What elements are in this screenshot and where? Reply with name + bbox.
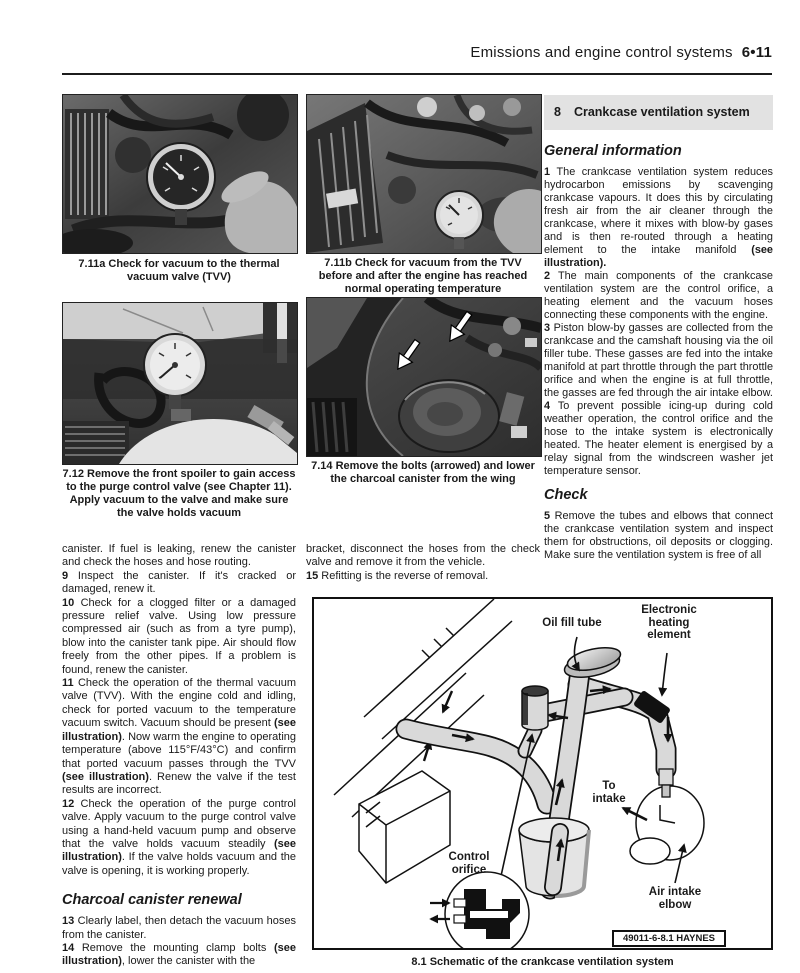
middle-column-lower bbox=[306, 543, 540, 583]
paragraph-8-continued: canister. If fuel is leaking, renew the canister and check the hoses and hose routing. bbox=[62, 543, 296, 569]
label-to-intake: To intake bbox=[592, 780, 626, 805]
label-air-intake-elbow: Air intake elbow bbox=[648, 886, 702, 911]
header-rule bbox=[62, 73, 772, 75]
paragraph-14: 14 Remove the mounting clamp bolts (see illustration), lower the canister with the bbox=[62, 941, 296, 968]
paragraph-13: 13 Clearly label, then detach the vacuum hoses from the canister. bbox=[62, 915, 297, 941]
header-page-number: 6•11 bbox=[741, 44, 772, 61]
paragraph-10: 10 Check for a clogged filter or a damaged pressure relief valve. Using low pressure compressed air (such as from a tyre pump), blow into the canister tank pipe. Air should flow freely from the other pipes. If a problem is found, renew the canister. bbox=[62, 596, 297, 676]
paragraph-14-continued: bracket, disconnect the hoses from the check valve and remove it from the vehicle. bbox=[306, 543, 540, 569]
paragraph-12: 12 Check the operation of the purge control valve. Apply vacuum to the purge control valve using a hand-held vacuum pump and observe that the valve holds vacuum steadily (see illustration). If the valve holds vacuum and the valve is opening, it is working properly. bbox=[62, 797, 296, 877]
charcoal-canister-renewal-heading: Charcoal canister renewal bbox=[62, 892, 242, 909]
paragraph-5: 5 Remove the tubes and elbows that connect the crankcase ventilation system and inspect them for obstructions, oil deposits or clogging. Make sure the ventilation system is free of all bbox=[544, 510, 773, 561]
photo-7-11a bbox=[62, 94, 298, 254]
schematic-diagram-8-1 bbox=[312, 597, 773, 950]
photo-7-14-image bbox=[307, 298, 541, 456]
photo-7-14 bbox=[306, 297, 542, 457]
paragraph-11: 11 Check the operation of the thermal vacuum valve (TVV). With the engine cold and idling, check for ported vacuum to the temperature vacuum switch. Vacuum should be present (see illustration). Now warm the engine to operating temperature (above 115°F/43°C) and confirm that ported vacuum passes through the TVV (see illustration). Renew the valve if the test results are incorrect. bbox=[62, 677, 296, 797]
left-column-lower bbox=[62, 543, 296, 969]
diagram-reference-code: 49011-6-8.1 HAYNES bbox=[612, 930, 726, 947]
diagram-caption: 8.1 Schematic of the crankcase ventilation system bbox=[411, 956, 674, 968]
section-title: Crankcase ventilation system bbox=[573, 105, 750, 119]
page-header bbox=[62, 44, 772, 61]
caption-7-12: 7.12 Remove the front spoiler to gain access to the purge control valve (see Chapter 11). Apply vacuum to the valve and make sure the valve holds vacuum bbox=[62, 468, 296, 519]
paragraph-1: 1 The crankcase ventilation system reduces hydrocarbon emissions by scavenging crankcase vapours. It does this by circulating fresh air from the air cleaner through the crankcase, where it mixes with blow-by gases and is then re-routed through a heating element to the intake manifold (see illustration). bbox=[544, 166, 773, 269]
right-column bbox=[544, 95, 773, 562]
photo-7-11a-image bbox=[63, 95, 297, 253]
label-oil-fill-tube: Oil fill tube bbox=[542, 617, 602, 629]
paragraph-2: 2 The main components of the crankcase ventilation system are the control orifice, a heating element and the vacuum hoses connecting these components with the engine. bbox=[544, 270, 773, 321]
photo-7-12-image bbox=[63, 303, 297, 464]
paragraph-15: 15 Refitting is the reverse of removal. bbox=[306, 569, 489, 582]
section-8-heading-box bbox=[544, 95, 773, 130]
caption-7-11a: 7.11a Check for vacuum to the thermal vacuum valve (TVV) bbox=[78, 258, 280, 283]
photo-7-11b bbox=[306, 94, 542, 254]
paragraph-3: 3 Piston blow-by gasses are collected from the crankcase and the camshaft housing via the oil filler tube. These gasses are fed into the intake manifold at part throttle through the part throttle orifice and when the engine is at full throttle, the gasses are fed through the air intake elbow. bbox=[544, 322, 773, 399]
paragraph-4: 4 To prevent possible icing-up during cold weather operation, the control orifice and the hose to the intake system is electronically heated. The heater element is energised by a relay signal from the windscreen washer jet temperature sensor. bbox=[544, 400, 773, 477]
label-electronic-heating-element: Electronic heating element bbox=[641, 604, 697, 641]
photo-7-11b-image bbox=[307, 95, 541, 253]
photo-7-12 bbox=[62, 302, 298, 465]
header-title: Emissions and engine control systems bbox=[470, 44, 733, 61]
label-control-orifice: Control orifice bbox=[448, 851, 490, 876]
section-number: 8 bbox=[554, 105, 561, 119]
general-information-heading: General information bbox=[544, 143, 682, 159]
caption-7-14: 7.14 Remove the bolts (arrowed) and lower the charcoal canister from the wing bbox=[311, 460, 535, 485]
paragraph-9: 9 Inspect the canister. If it's cracked or damaged, renew it. bbox=[62, 569, 296, 596]
caption-7-11b: 7.11b Check for vacuum from the TVV before and after the engine has reached normal operating temperature bbox=[318, 257, 528, 295]
check-heading: Check bbox=[544, 487, 588, 503]
